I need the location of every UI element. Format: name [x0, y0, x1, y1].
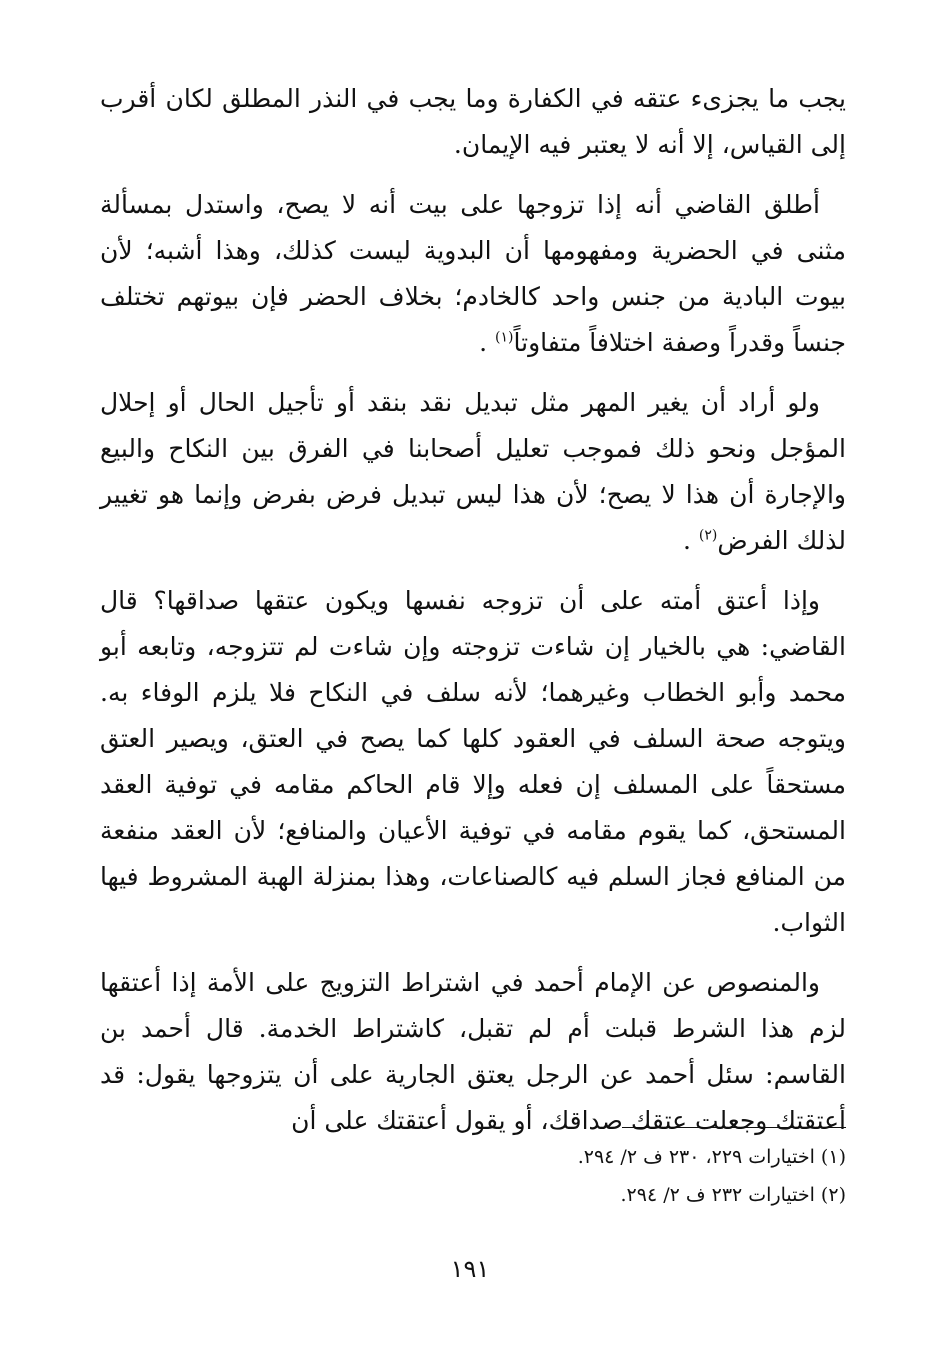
footnote-ref-1: (١): [495, 329, 514, 346]
footnote-ref-2: (٢): [698, 527, 718, 544]
paragraph-5: [100, 960, 846, 1144]
footnote-1: (١) اختيارات ٢٢٩، ٢٣٠ ف ٢/ ٢٩٤.: [577, 1146, 846, 1168]
paragraph-4: [100, 578, 846, 946]
paragraph-2-text: أطلق القاضي أنه إذا تزوجها على بيت أنه لا يصح، واستدل بمسألة مثنى في الحضرية ومفهومها أن البدوية ليست كذلك، وهذا أشبه؛ لأن بيوت البادية من جنس واحد كالخادم؛ بخلاف الحضر فإن بيوتهم تختلف جنساً وقدراً وصفة اختلافاً متفاوتاً: [100, 190, 846, 357]
paragraph-4-text: وإذا أعتق أمته على أن تزوجه نفسها ويكون عتقها صداقها؟ قال القاضي: هي بالخيار إن شاءت تزوجته وإن شاءت لم تتزوجه، وتابعه أبو محمد وأبو الخطاب وغيرهما؛ لأنه سلف في النكاح فلا يلزم الوفاء به. ويتوجه صحة السلف في العقود كلها كما يصح في العتق، ويصير العتق مستحقاً على المسلف إن فعله وإلا قام الحاكم مقامه في توفية العقد المستحق، كما يقوم مقامه في توفية الأعيان والمنافع؛ لأن العقد منفعة من المنافع فجاز السلم فيه كالصناعات، وهذا بمنزلة الهبة المشروط فيها الثواب.: [100, 586, 846, 937]
footnote-separator: [622, 1127, 846, 1128]
paragraph-1: [100, 76, 846, 168]
paragraph-5-text: والمنصوص عن الإمام أحمد في اشتراط التزويج على الأمة إذا أعتقها لزم هذا الشرط قبلت أم لم تقبل، كاشتراط الخدمة. قال أحمد بن القاسم: سئل أحمد عن الرجل يعتق الجارية على أن يتزوجها يقول: قد أعتقتك وجعلت عتقك صداقك، أو يقول أعتقتك على أن: [100, 968, 846, 1135]
paragraph-3: ولو أراد أن يغير المهر مثل تبديل نقد بنقد أو تأجيل الحال أو إحلال المؤجل ونحو ذلك فموجب تعليل أصحابنا في الفرق بين النكاح والبيع والإجارة أن هذا لا يصح؛ لأن هذا ليس تبديل فرض بفرض وإنما هو تغيير لذلك الفرض$^{(٢)}$ .: [100, 388, 846, 555]
footnotes: [300, 1138, 846, 1214]
paragraph-1-text: يجب ما يجزىء عتقه في الكفارة وما يجب في النذر المطلق لكان أقرب إلى القياس، إلا أنه لا يعتبر فيه الإيمان.: [100, 84, 846, 159]
footnote-2: (٢) اختيارات ٢٣٢ ف ٢/ ٢٩٤.: [620, 1184, 846, 1206]
page-number: ١٩١: [450, 1255, 490, 1283]
main-text: [100, 76, 846, 1158]
paragraph-2: أطلق القاضي أنه إذا تزوجها على بيت أنه لا يصح، واستدل بمسألة مثنى في الحضرية ومفهومها أن البدوية ليست كذلك، وهذا أشبه؛ لأن بيوت البادية من جنس واحد كالخادم؛ بخلاف الحضر فإن بيوتهم تختلف جنساً وقدراً وصفة اختلافاً متفاوتاً$^{(١)}$ .: [100, 190, 846, 357]
paragraph-3-text: ولو أراد أن يغير المهر مثل تبديل نقد بنقد أو تأجيل الحال أو إحلال المؤجل ونحو ذلك فموجب تعليل أصحابنا في الفرق بين النكاح والبيع والإجارة أن هذا لا يصح؛ لأن هذا ليس تبديل فرض بفرض وإنما هو تغيير لذلك الفرض: [100, 388, 846, 555]
